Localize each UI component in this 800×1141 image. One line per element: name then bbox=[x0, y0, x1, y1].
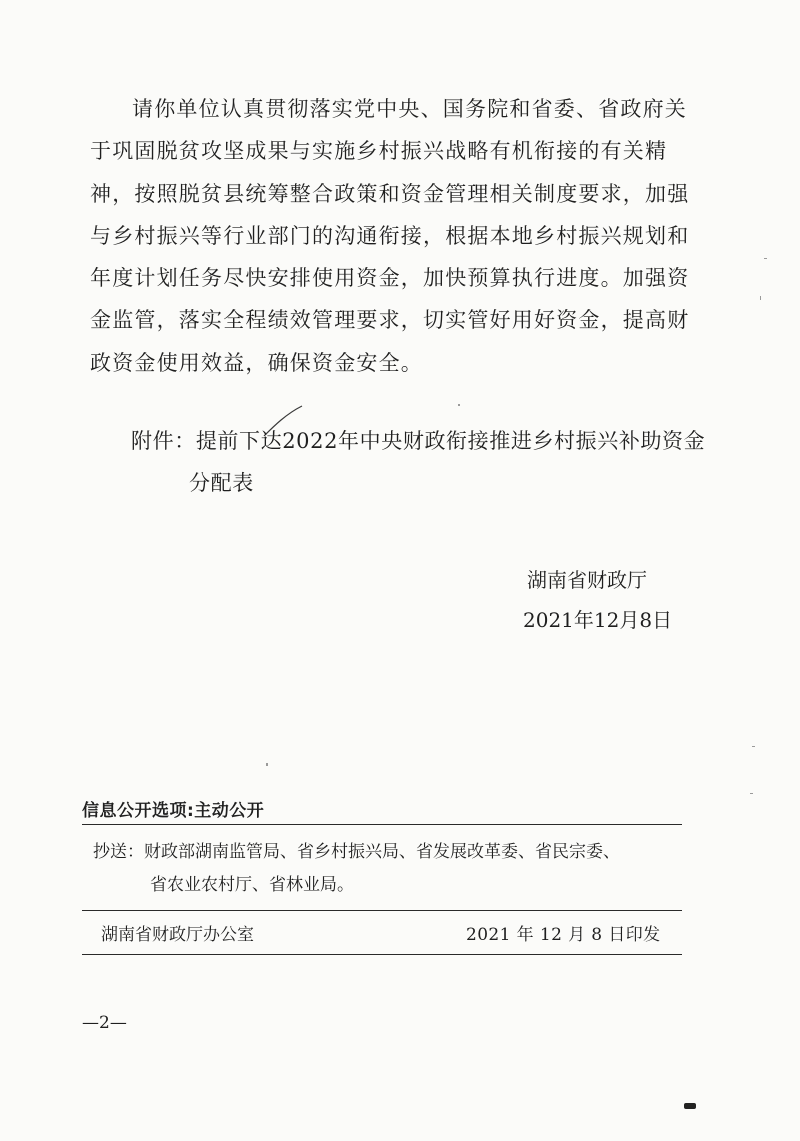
attachment-block bbox=[131, 420, 711, 495]
cc-line-2: 省农业农村厅、省林业局。 bbox=[150, 875, 354, 895]
attachment-label: 附件： bbox=[131, 429, 196, 453]
issue-date: 2021 年 12 月 8 日印发 bbox=[466, 925, 661, 945]
scan-speck bbox=[760, 296, 761, 300]
signing-organization: 湖南省财政厅 bbox=[527, 568, 647, 592]
page-number: —2— bbox=[82, 1013, 127, 1033]
body-paragraph-text: 请你单位认真贯彻落实党中央、国务院和省委、省政府关于巩固脱贫攻坚成果与实施乡村振兴战略有机衔接的有关精神，按照脱贫县统筹整合政策和资金管理相关制度要求，加强与乡村振兴等行业部门的沟通衔接，根据本地乡村振兴规划和年度计划任务尽快安排使用资金，加快预算执行进度。加强资金监管，落实全程绩效管理要求，切实管好用好资金，提高财政资金使用效益，确保资金安全。 bbox=[90, 97, 690, 375]
signing-date: 2021年12月8日 bbox=[523, 608, 673, 632]
cc-list bbox=[93, 836, 693, 902]
footer-rule-top bbox=[82, 824, 682, 825]
attachment-title-line1: 提前下达2022年中央财政衔接推进乡村振兴补助资金 bbox=[195, 429, 706, 453]
signature-block bbox=[523, 560, 673, 640]
scan-speck bbox=[458, 404, 460, 406]
scan-corner-mark bbox=[684, 1103, 696, 1109]
footer-rule-bottom bbox=[82, 954, 682, 955]
scan-speck bbox=[750, 793, 753, 794]
body-paragraph bbox=[90, 88, 702, 384]
attachment-title-line2: 分配表 bbox=[189, 471, 254, 495]
scan-speck bbox=[764, 258, 767, 259]
cc-line-1: 抄送：财政部湖南监管局、省乡村振兴局、省发展改革委、省民宗委、 bbox=[93, 842, 620, 862]
footer-rule-middle bbox=[82, 910, 682, 911]
scan-speck bbox=[266, 763, 268, 766]
scan-speck bbox=[752, 746, 755, 747]
issuing-office: 湖南省财政厅办公室 bbox=[101, 925, 254, 945]
disclosure-option: 信息公开选项:主动公开 bbox=[82, 801, 265, 821]
